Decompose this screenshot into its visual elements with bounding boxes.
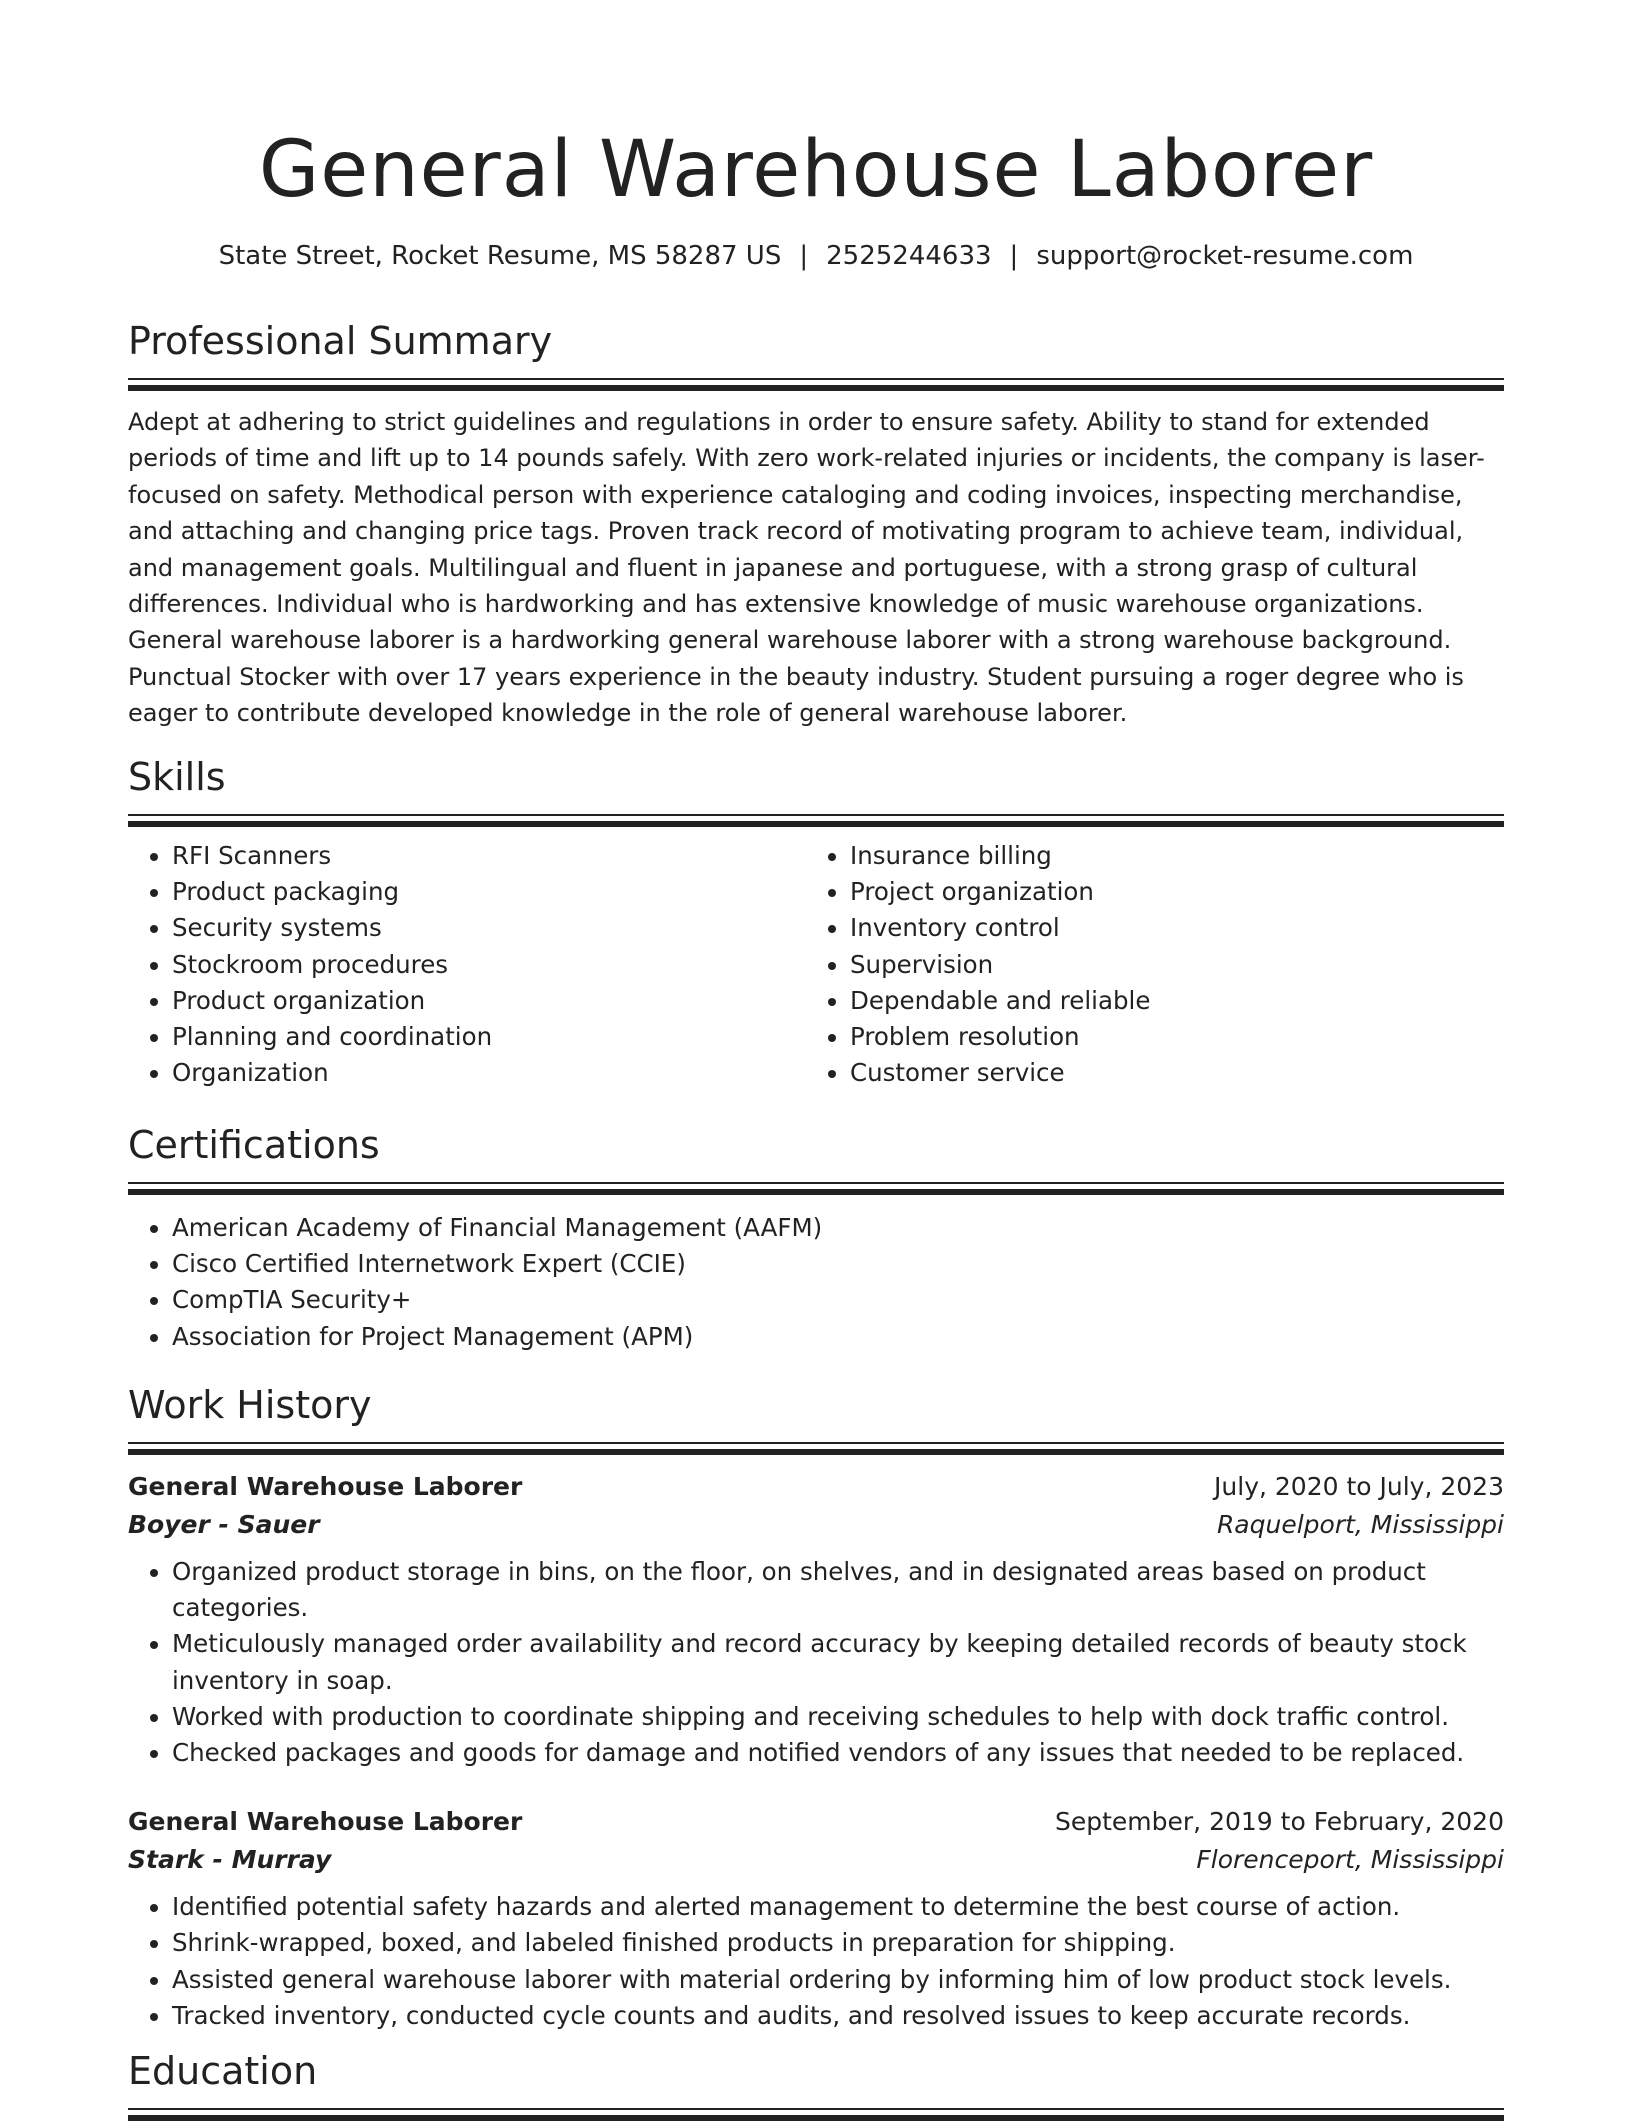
job-title: General Warehouse Laborer — [128, 1472, 523, 1501]
section-certifications — [128, 1122, 1504, 1355]
job-company: Stark - Murray — [128, 1845, 332, 1875]
job-entry — [128, 1468, 1504, 1771]
contact-line — [128, 240, 1504, 272]
job-entry — [128, 1803, 1504, 2034]
certification-item: • American Academy of Financial Management (AAFM) — [172, 1210, 1504, 1246]
job-dates: September, 2019 to February, 2020 — [1055, 1807, 1504, 1837]
job-bullet: • Assisted general warehouse laborer with material ordering by informing him of low product stock levels. — [172, 1962, 1504, 1998]
job-bullet: • Identified potential safety hazards and alerted management to determine the best course of action. — [172, 1889, 1504, 1925]
section-title-certifications: Certifications — [128, 1123, 380, 1167]
summary-text: Adept at adhering to strict guidelines and regulations in order to ensure safety. Ability to stand for extended periods of time and lift up to 14 pounds safely. With zero work-related injuries or incidents, the company is laser-focused on safety. Methodical person with experience cataloging and coding invoices, inspecting merchandise, and attaching and changing price tags. Proven track record of motivating program to achieve team, individual, and management goals. Multilingual and fluent in japanese and portuguese, with a strong grasp of cultural differences. Individual who is hardworking and has extensive knowledge of music warehouse organizations. General warehouse laborer is a hardworking general warehouse laborer with a strong warehouse background. Punctual Stocker with over 17 years experience in the beauty industry. Student pursuing a roger degree who is eager to contribute developed knowledge in the role of general warehouse laborer. — [128, 408, 1485, 728]
section-title-skills: Skills — [128, 755, 226, 799]
job-company: Boyer - Sauer — [128, 1510, 320, 1539]
job-location: Florenceport, Mississippi — [1196, 1845, 1504, 1875]
section-education — [128, 2048, 1504, 2122]
skill-item: • Security systems — [172, 910, 806, 946]
job-location: Raquelport, Mississippi — [1216, 1510, 1504, 1539]
skills-column-right — [806, 838, 1484, 1091]
section-skills — [128, 754, 1504, 1091]
skills-column-left — [128, 838, 806, 1091]
job-bullet: • Meticulously managed order availability and record accuracy by keeping detailed records of beauty stock inventory in soap. — [172, 1626, 1504, 1698]
skill-item: • RFI Scanners — [172, 838, 806, 874]
job-bullet: • Worked with production to coordinate shipping and receiving schedules to help with dock traffic control. — [172, 1699, 1504, 1735]
job-header-row — [128, 1803, 1504, 1841]
skill-item: • Dependable and reliable — [850, 983, 1484, 1019]
certification-item: • Association for Project Management (APM) — [172, 1319, 1504, 1355]
section-work-history — [128, 1382, 1504, 2034]
skill-item: • Project organization — [850, 874, 1484, 910]
section-divider — [128, 1442, 1504, 1456]
job-bullet: • Organized product storage in bins, on the floor, on shelves, and in designated areas based on product categories. — [172, 1554, 1504, 1626]
section-title-summary: Professional Summary — [128, 319, 553, 363]
skill-item: • Product packaging — [172, 874, 806, 910]
section-divider — [128, 1182, 1504, 1196]
job-bullet: • Tracked inventory, conducted cycle counts and audits, and resolved issues to keep accurate records. — [172, 1998, 1504, 2034]
contact-phone: 2525244633 — [826, 241, 992, 271]
skill-item: • Planning and coordination — [172, 1019, 806, 1055]
section-divider — [128, 814, 1504, 828]
skill-item: • Supervision — [850, 947, 1484, 983]
skills-columns — [128, 838, 1504, 1091]
certification-item: • CompTIA Security+ — [172, 1282, 1504, 1318]
section-title-education: Education — [128, 2049, 318, 2093]
job-subheader-row — [128, 1506, 1504, 1544]
skill-item: • Problem resolution — [850, 1019, 1484, 1055]
job-bullet: • Shrink-wrapped, boxed, and labeled finished products in preparation for shipping. — [172, 1925, 1504, 1961]
skill-item: • Inventory control — [850, 910, 1484, 946]
resume-name: General Warehouse Laborer — [258, 125, 1374, 215]
job-subheader-row — [128, 1841, 1504, 1879]
job-bullets — [128, 1889, 1504, 2034]
skill-item: • Organization — [172, 1055, 806, 1091]
job-title: General Warehouse Laborer — [128, 1807, 523, 1837]
job-header-row — [128, 1468, 1504, 1506]
job-dates: July, 2020 to July, 2023 — [1214, 1472, 1504, 1501]
section-summary — [128, 318, 1504, 732]
contact-separator: | — [1009, 241, 1019, 271]
skill-item: • Stockroom procedures — [172, 947, 806, 983]
job-bullet: • Checked packages and goods for damage and notified vendors of any issues that needed to be replaced. — [172, 1735, 1504, 1771]
skill-item: • Product organization — [172, 983, 806, 1019]
job-bullets — [128, 1554, 1504, 1771]
skill-item: • Customer service — [850, 1055, 1484, 1091]
contact-address: State Street, Rocket Resume, MS 58287 US — [218, 241, 782, 271]
contact-separator: | — [799, 241, 809, 271]
skill-item: • Insurance billing — [850, 838, 1484, 874]
section-title-work-history: Work History — [128, 1383, 372, 1427]
section-divider — [128, 2108, 1504, 2122]
section-divider — [128, 378, 1504, 392]
contact-email: support@rocket-resume.com — [1036, 241, 1414, 271]
certification-item: • Cisco Certified Internetwork Expert (CCIE) — [172, 1246, 1504, 1282]
